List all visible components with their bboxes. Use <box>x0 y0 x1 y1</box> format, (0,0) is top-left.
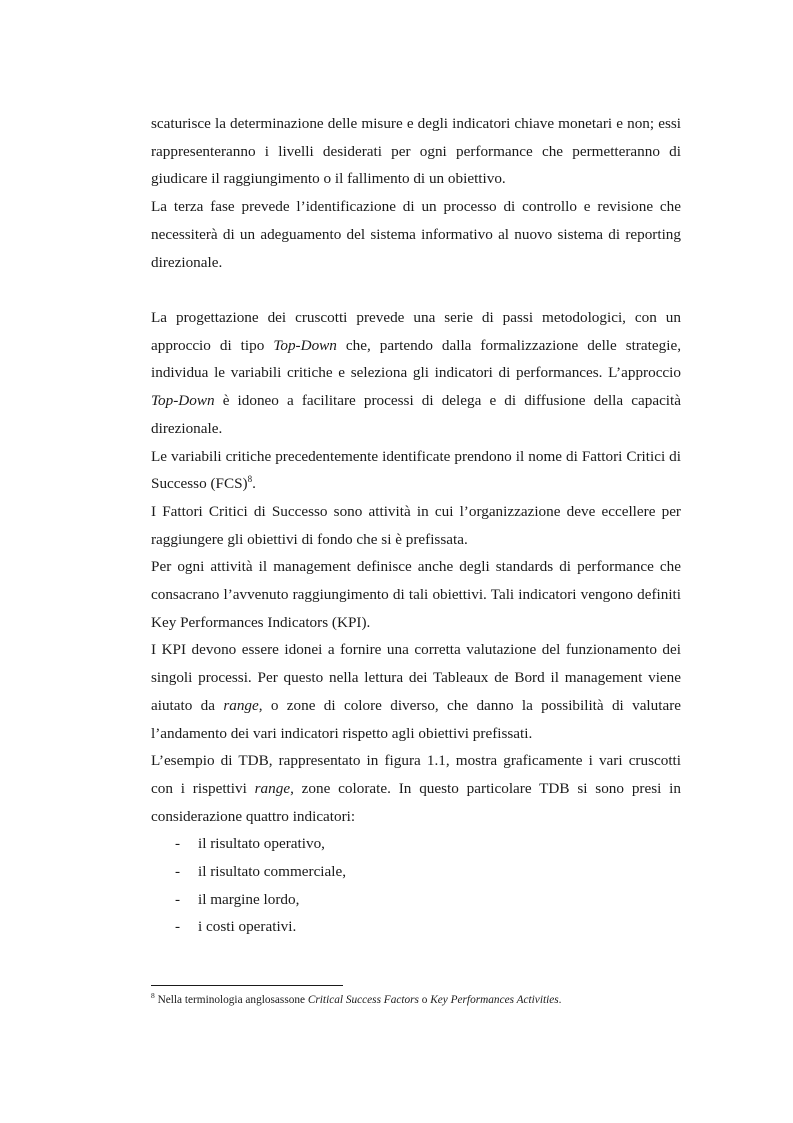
list-item: - il risultato commerciale, <box>151 858 681 886</box>
footnote-ref[interactable]: 8 <box>247 474 253 485</box>
paragraph-third-phase: La terza fase prevede l’identificazione di un processo di controllo e revisione che necessiterà di un adeguamento del sistema informativo al nuovo sistema di reporting direzionale. <box>151 198 681 271</box>
footnote: $^8$ Nella terminologia anglosassone Critical Success Factors o Key Performances Activities. <box>151 991 562 1006</box>
list-item: - il margine lordo, <box>151 886 681 914</box>
paragraph-kpi-range: I KPI devono essere idonei a fornire una corretta valutazione del funzionamento dei singoli processi. Per questo nella lettura dei Tableaux de Bord il management viene aiutato da range, o zone di colore diverso, che danno la possibilità di valutare l’andamento dei vari indicatori rispetto agli obiettivi prefissati. <box>151 641 682 742</box>
paragraph-fcs-definition: I Fattori Critici di Successo sono attività in cui l’organizzazione deve eccellere per raggiungere gli obiettivi di fondo che si è prefissata. <box>151 502 681 548</box>
list-marker: - <box>175 835 181 853</box>
paragraph-fcs: Le variabili critiche precedentemente identificate prendono il nome di Fattori Critici di Successo (FCS)$^8$. <box>151 447 681 493</box>
paragraph-tdb-example: L’esempio di TDB, rappresentato in figura 1.1, mostra graficamente i vari cruscotti con i rispettivi range, zone colorate. In questo particolare TDB si sono presi in considerazione quattro indicatori: <box>151 752 681 825</box>
footnote-number: 8 <box>151 991 155 1001</box>
list-item: - il risultato operativo, <box>151 830 681 858</box>
paragraph-kpi-standards: Per ogni attività il management definisce anche degli standards di performance che consacrano l’avvenuto raggiungimento di tali obiettivi. Tali indicatori vengono definiti Key Performances Indicators (KPI). <box>151 558 681 631</box>
list-marker: - <box>175 863 181 881</box>
footnote-divider <box>151 985 343 986</box>
paragraph-dashboard-design: La progettazione dei cruscotti prevede una serie di passi metodologici, con un approccio di tipo Top-Down che, partendo dalla formalizzazione delle strategie, individua le variabili critiche e seleziona gli indicatori di performances. L’approccio Top-Down è idoneo a facilitare processi di delega e di diffusione della capacità direzionale. <box>151 309 681 437</box>
body-text-top <box>151 110 681 276</box>
paragraph-measures: scaturisce la determinazione delle misure e degli indicatori chiave monetari e non; essi rappresenteranno i livelli desiderati per ogni performance che permetteranno di giudicare il raggiungimento o il fallimento di un obiettivo. <box>151 115 681 188</box>
list-marker: - <box>175 918 181 936</box>
list-item: - i costi operativi. <box>151 913 681 941</box>
list-marker: - <box>175 890 181 908</box>
body-text-main <box>151 304 681 941</box>
indicator-list <box>151 830 681 941</box>
